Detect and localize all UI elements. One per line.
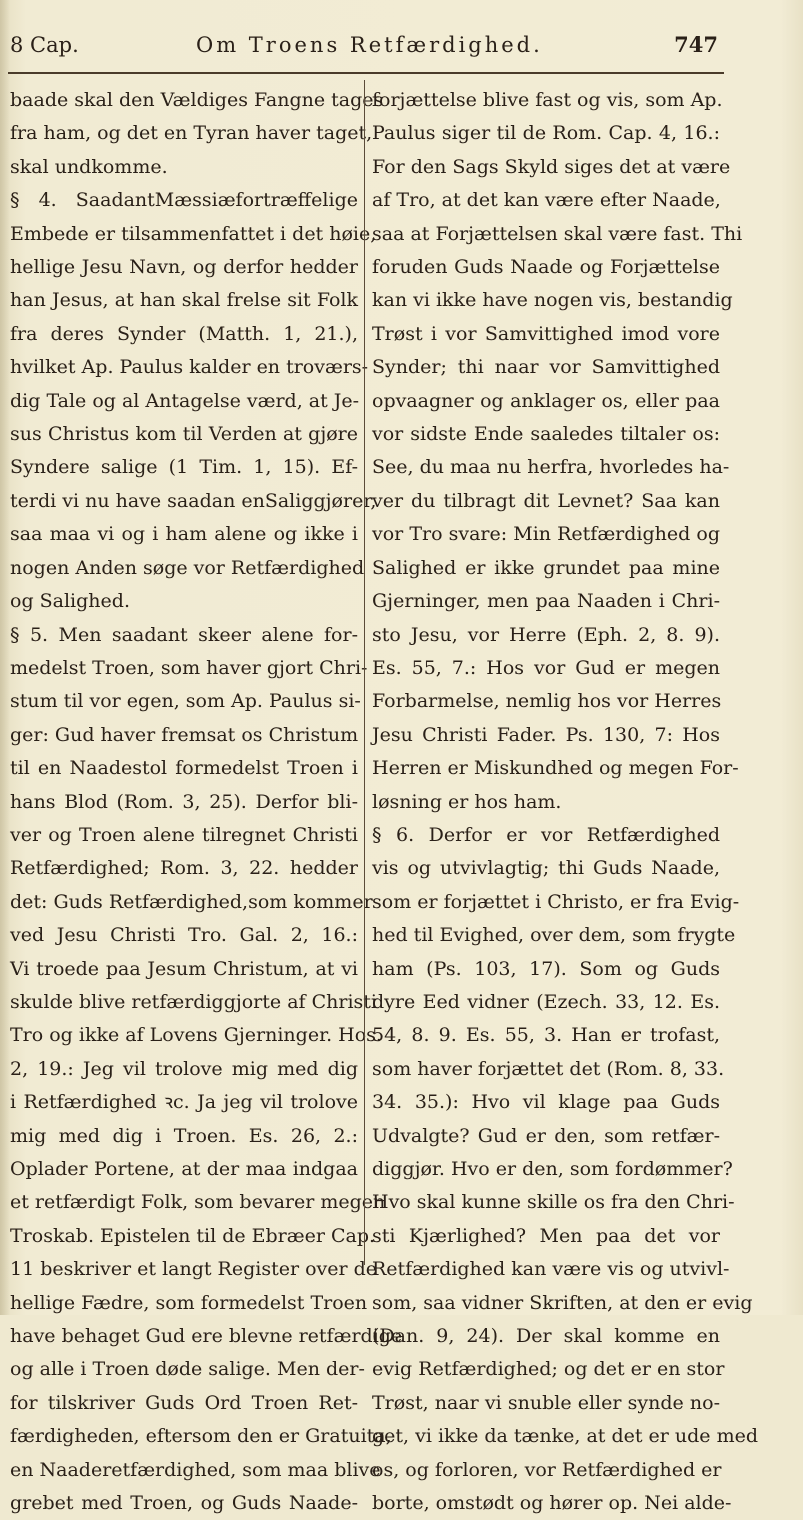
text-line: saa maa vi og i ham alene og ikke i	[10, 523, 358, 546]
text-line: til en Naadestol formedelst Troen i	[10, 757, 358, 780]
header-rule	[8, 72, 724, 74]
text-line: evig Retfærdighed; og det er en stor	[372, 1358, 725, 1381]
text-line: et retfærdigt Folk, som bevarer megen	[10, 1191, 386, 1214]
text-line: og Salighed.	[10, 590, 130, 613]
text-line: løsning er hos ham.	[372, 790, 562, 813]
text-line: Udvalgte? Gud er den, som retfær-	[372, 1124, 720, 1147]
text-line: 2, 19.: Jeg vil trolove mig med dig	[10, 1057, 358, 1080]
text-line: hed til Evighed, over dem, som frygte	[372, 924, 736, 947]
running-title: Om Troens Retfærdighed.	[196, 33, 543, 57]
text-line: Synder; thi naar vor Samvittighed	[372, 356, 720, 379]
text-line: hans Blod (Rom. 3, 25). Derfor bli-	[10, 790, 358, 813]
text-line: Paulus siger til de Rom. Cap. 4, 16.:	[372, 122, 720, 145]
text-line: stum til vor egen, som Ap. Paulus si-	[10, 690, 361, 713]
text-line: Jesu Christi Fader. Ps. 130, 7: Hos	[372, 723, 720, 746]
text-line: Retfærdighed kan være vis og utvivl-	[372, 1258, 730, 1281]
text-line: Gjerninger, men paa Naaden i Chri-	[372, 590, 720, 613]
text-line: 34. 35.): Hvo vil klage paa Guds	[372, 1091, 720, 1114]
text-line: vor Tro svare: Min Retfærdighed og	[372, 523, 720, 546]
text-line: § 6. Derfor er vor Retfærdighed	[372, 823, 720, 846]
text-line: i Retfærdighed ꝛc. Ja jeg vil trolove	[10, 1091, 358, 1114]
text-line: grebet med Troen, og Guds Naade-	[10, 1492, 358, 1515]
text-line: Tro og ikke af Lovens Gjerninger. Hos.	[10, 1024, 382, 1047]
text-line: kan vi ikke have nogen vis, bestandig	[372, 289, 733, 312]
text-line: skulde blive retfærdiggjorte af Christi	[10, 990, 377, 1013]
text-line: (Dan. 9, 24). Der skal komme en	[372, 1325, 720, 1348]
text-line: Forbarmelse, nemlig hos vor Herres	[372, 690, 722, 713]
column-divider	[364, 80, 365, 1265]
text-line: det: Guds Retfærdighed,som kommer	[10, 890, 373, 913]
text-line: 11 beskriver et langt Register over de	[10, 1258, 378, 1281]
text-line: have behaget Gud ere blevne retfærdige	[10, 1325, 403, 1348]
text-line: ham (Ps. 103, 17). Som og Guds	[372, 957, 720, 980]
page-number: 747	[674, 32, 718, 57]
text-line: sti Kjærlighed? Men paa det vor	[372, 1224, 720, 1247]
text-line: dyre Eed vidner (Ezech. 33, 12. Es.	[372, 990, 720, 1013]
chapter-label: 8 Cap.	[10, 33, 79, 57]
text-line: Troskab. Epistelen til de Ebræer Cap.	[10, 1224, 376, 1247]
text-line: og alle i Troen døde salige. Men der-	[10, 1358, 365, 1381]
text-line: vor sidste Ende saaledes tiltaler os:	[372, 423, 720, 446]
page-edge-shadow	[0, 0, 10, 1315]
text-line: skal undkomme.	[10, 155, 168, 178]
text-line: Syndere salige (1 Tim. 1, 15). Ef-	[10, 456, 358, 479]
text-line: borte, omstødt og hører op. Nei alde-	[372, 1492, 732, 1515]
text-line: ved Jesu Christi Tro. Gal. 2, 16.:	[10, 924, 358, 947]
text-line: vis og utvivlagtig; thi Guds Naade,	[372, 857, 720, 880]
text-line: som er forjættet i Christo, er fra Evig-	[372, 890, 740, 913]
text-line: af Tro, at det kan være efter Naade,	[372, 189, 721, 212]
text-line: Vi troede paa Jesum Christum, at vi	[10, 957, 358, 980]
text-line: foruden Guds Naade og Forjættelse	[372, 256, 720, 279]
text-line: os, og forloren, vor Retfærdighed er	[372, 1458, 722, 1481]
text-line: ver du tilbragt dit Levnet? Saa kan	[372, 489, 720, 512]
text-line: som haver forjættet det (Rom. 8, 33.	[372, 1057, 725, 1080]
text-line: baade skal den Vældiges Fangne tages	[10, 89, 384, 111]
text-line: han Jesus, at han skal frelse sit Folk	[10, 289, 358, 312]
text-line: § 4. SaadantMæssiæfortræffelige	[10, 189, 358, 212]
text-line: 54, 8. 9. Es. 55, 3. Han er trofast,	[372, 1024, 720, 1047]
text-line: en Naaderetfærdighed, som maa blive	[10, 1458, 381, 1481]
text-line: Hvo skal kunne skille os fra den Chri-	[372, 1191, 735, 1214]
text-line: § 5. Men saadant skeer alene for-	[10, 623, 358, 646]
right-column	[372, 84, 759, 1520]
text-line: for tilskriver Guds Ord Troen Ret-	[10, 1391, 358, 1414]
text-line: ver og Troen alene tilregnet Christi	[10, 823, 358, 846]
text-line: Embede er tilsammenfattet i det høie,	[10, 222, 377, 245]
text-line: færdigheden, eftersom den er Gratuita,	[10, 1425, 392, 1448]
text-line: som, saa vidner Skriften, at den er evig	[372, 1291, 753, 1314]
text-line: Salighed er ikke grundet paa mine	[372, 556, 720, 579]
text-line: ger: Gud haver fremsat os Christum	[10, 723, 359, 746]
text-line: opvaagner og anklager os, eller paa	[372, 389, 720, 412]
text-line: fra deres Synder (Matth. 1, 21.),	[10, 322, 358, 345]
text-line: terdi vi nu have saadan enSaliggjører,	[10, 489, 377, 512]
text-line: dig Tale og al Antagelse værd, at Je-	[10, 389, 360, 412]
text-line: Es. 55, 7.: Hos vor Gud er megen	[372, 656, 720, 679]
text-line: forjættelse blive fast og vis, som Ap.	[372, 89, 723, 111]
text-line: hellige Fædre, som formedelst Troen	[10, 1291, 368, 1314]
text-line: Trøst i vor Samvittighed imod vore	[372, 322, 720, 345]
text-line: fra ham, og det en Tyran haver taget,	[10, 122, 373, 145]
text-line: For den Sags Skyld siges det at være	[372, 155, 731, 178]
running-header	[10, 30, 718, 60]
text-line: sto Jesu, vor Herre (Eph. 2, 8. 9).	[372, 623, 720, 646]
text-line: nogen Anden søge vor Retfærdighed	[10, 556, 365, 579]
text-line: hvilket Ap. Paulus kalder en troværs-	[10, 356, 369, 379]
text-line: get, vi ikke da tænke, at det er ude med	[372, 1425, 759, 1448]
text-line: hellige Jesu Navn, og derfor hedder	[10, 256, 358, 279]
text-line: Herren er Miskundhed og megen For-	[372, 757, 739, 780]
text-line: sus Christus kom til Verden at gjøre	[10, 423, 358, 446]
left-column	[10, 84, 403, 1520]
text-line: Oplader Portene, at der maa indgaa	[10, 1158, 358, 1180]
text-line: medelst Troen, som haver gjort Chri-	[10, 656, 368, 679]
text-line: mig med dig i Troen. Es. 26, 2.:	[10, 1124, 358, 1147]
text-line: diggjør. Hvo er den, som fordømmer?	[372, 1158, 733, 1180]
text-line: See, du maa nu herfra, hvorledes ha-	[372, 456, 730, 479]
text-line: saa at Forjættelsen skal være fast. Thi	[372, 222, 743, 245]
text-line: Trøst, naar vi snuble eller synde no-	[372, 1391, 720, 1414]
text-line: Retfærdighed; Rom. 3, 22. hedder	[10, 857, 358, 880]
